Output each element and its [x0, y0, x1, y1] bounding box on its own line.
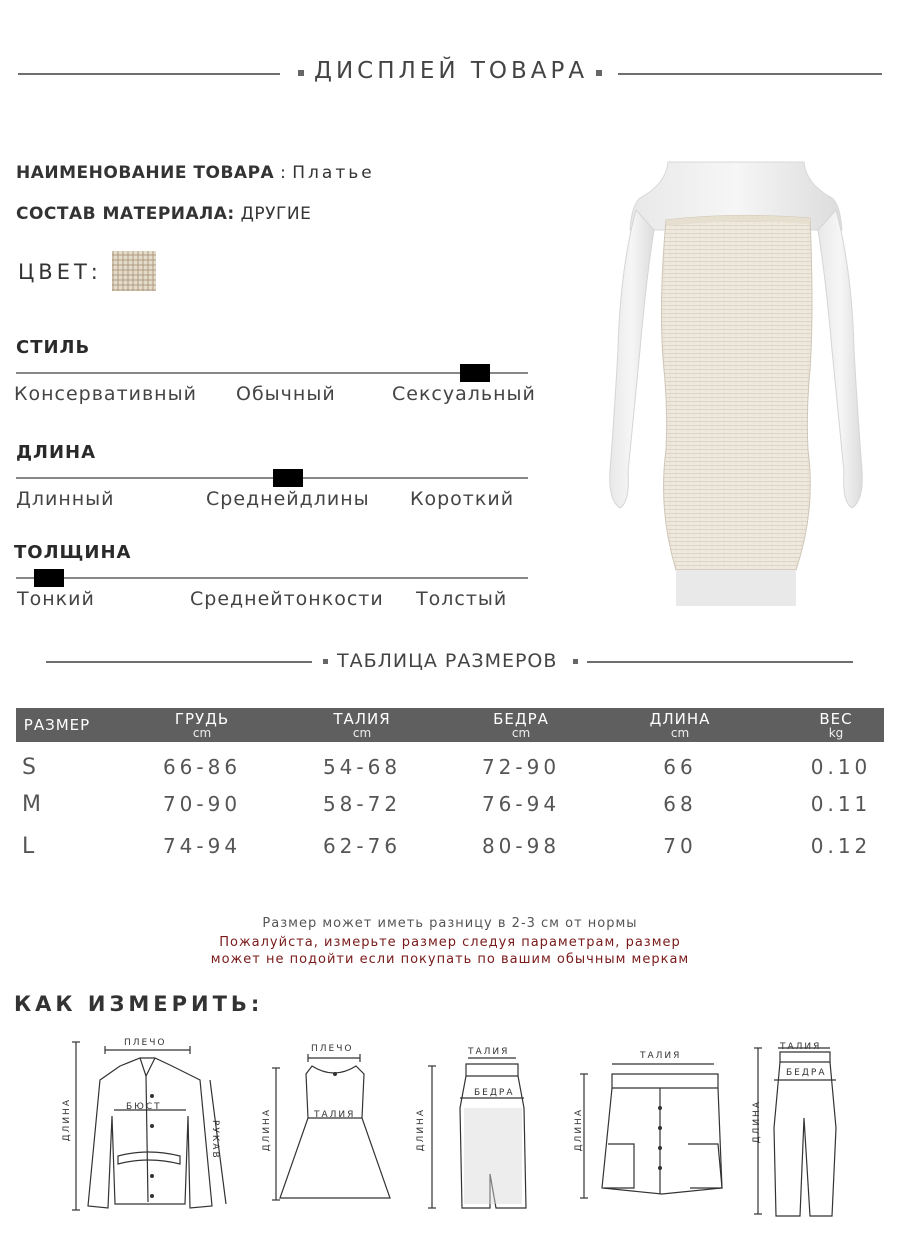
th-label: БЕДРА [493, 710, 549, 728]
scale-thickness-marker [34, 569, 64, 587]
size-cell: 66 [663, 755, 697, 779]
th-label: ТАЛИЯ [333, 710, 391, 728]
material-value: ДРУГИЕ [240, 204, 312, 224]
dress-diagram [268, 1048, 418, 1206]
size-cell: 68 [663, 792, 697, 816]
size-row-label: S [22, 755, 36, 780]
section-title-display: ДИСПЛЕЙ ТОВАРА [314, 58, 589, 84]
scale-thickness-track [16, 577, 528, 579]
dress-length-label: ДЛИНА [262, 1108, 272, 1152]
size-cell: 0.11 [810, 792, 872, 816]
scale-style-option: Консервативный [14, 383, 197, 405]
size-bullet-right [573, 659, 578, 664]
dress-shoulder-label: ПЛЕЧО [311, 1044, 354, 1054]
section-title-size: ТАБЛИЦА РАЗМЕРОВ [337, 650, 558, 672]
shorts-diagram [572, 1048, 740, 1206]
th-bust [152, 711, 252, 739]
color-label: ЦВЕТ: [18, 260, 102, 284]
shorts-waist-label: ТАЛИЯ [640, 1051, 682, 1061]
dress-waist-label: ТАЛИЯ [314, 1110, 356, 1120]
header-rule-left [18, 73, 280, 75]
size-rule-right [587, 661, 853, 663]
size-cell: 0.12 [810, 834, 872, 858]
th-label: ГРУДЬ [174, 710, 230, 728]
trousers-diagram [748, 1038, 848, 1220]
th-label: ВЕС [819, 710, 853, 728]
jacket-length-label: ДЛИНА [62, 1098, 72, 1142]
trousers-hips-label: БЕДРА [786, 1068, 827, 1078]
th-waist [312, 711, 412, 739]
product-name-sep: : [274, 163, 293, 183]
material-label: СОСТАВ МАТЕРИАЛА: [16, 204, 235, 224]
header-bullet-left [298, 70, 304, 76]
size-cell: 54-68 [322, 755, 402, 779]
product-photo [596, 150, 876, 610]
scale-thickness-option: Толстый [416, 588, 508, 610]
scale-thickness-option: Среднейтонкости [190, 588, 384, 610]
product-name-value: Платье [292, 163, 375, 183]
product-name-label: НАИМЕНОВАНИЕ ТОВАРА [16, 163, 275, 183]
size-row-label: L [22, 834, 35, 859]
th-unit: kg [828, 726, 844, 740]
skirt-waist-label: ТАЛИЯ [468, 1047, 510, 1057]
measure-warning-line1: Пожалуйста, измерьте размер следуя параметрам, размер [219, 935, 681, 950]
th-size [22, 717, 92, 733]
scale-length-track [16, 477, 528, 479]
skirt-diagram [420, 1048, 540, 1216]
size-row-label: M [22, 792, 41, 817]
size-table-header [16, 708, 884, 742]
size-cell: 76-94 [481, 792, 561, 816]
trousers-waist-label: ТАЛИЯ [780, 1042, 822, 1052]
shorts-length-label: ДЛИНА [574, 1108, 584, 1152]
how-to-measure-title: КАК ИЗМЕРИТЬ: [14, 992, 264, 1016]
size-bullet-left [323, 659, 328, 664]
skirt-hips-label: БЕДРА [474, 1088, 515, 1098]
scale-style-option: Сексуальный [392, 383, 536, 405]
material-row [16, 204, 311, 224]
scale-style-title: СТИЛЬ [16, 337, 91, 358]
th-label: ДЛИНА [649, 710, 711, 728]
size-cell: 80-98 [481, 834, 561, 858]
size-cell: 0.10 [810, 755, 872, 779]
size-cell: 58-72 [322, 792, 402, 816]
size-cell: 62-76 [322, 834, 402, 858]
jacket-shoulder-label: ПЛЕЧО [124, 1038, 167, 1048]
th-label: РАЗМЕР [23, 716, 91, 734]
scale-style-marker [460, 364, 490, 382]
th-length [630, 711, 730, 739]
th-hips [471, 711, 571, 739]
size-cell: 66-86 [162, 755, 242, 779]
size-note: Размер может иметь разницу в 2-3 см от нормы [262, 916, 638, 931]
th-unit: cm [352, 726, 372, 740]
th-unit: cm [192, 726, 212, 740]
scale-thickness-title: ТОЛЩИНА [14, 542, 132, 563]
size-cell: 72-90 [481, 755, 561, 779]
measure-warning-line2: может не подойти если покупать по вашим обычным меркам [210, 952, 690, 967]
th-unit: cm [670, 726, 690, 740]
scale-style-track [16, 372, 528, 374]
scale-length-title: ДЛИНА [16, 442, 97, 463]
size-cell: 70-90 [162, 792, 242, 816]
size-cell: 74-94 [162, 834, 242, 858]
scale-length-marker [273, 469, 303, 487]
color-swatch[interactable] [112, 251, 156, 291]
scale-thickness-option: Тонкий [17, 588, 95, 610]
size-cell: 70 [663, 834, 697, 858]
header-rule-right [618, 73, 882, 75]
trousers-length-label: ДЛИНА [752, 1100, 762, 1144]
th-weight [786, 711, 886, 739]
scale-style-option: Обычный [236, 383, 336, 405]
scale-length-option: Среднейдлины [206, 488, 370, 510]
header-bullet-right [596, 70, 602, 76]
jacket-bust-label: БЮСТ [126, 1102, 162, 1112]
scale-length-option: Длинный [16, 488, 115, 510]
size-rule-left [46, 661, 312, 663]
jacket-sleeve-label: РУКАВ [210, 1120, 220, 1160]
skirt-length-label: ДЛИНА [416, 1108, 426, 1152]
th-unit: cm [511, 726, 531, 740]
scale-length-option: Короткий [410, 488, 515, 510]
product-name-row [16, 163, 375, 183]
